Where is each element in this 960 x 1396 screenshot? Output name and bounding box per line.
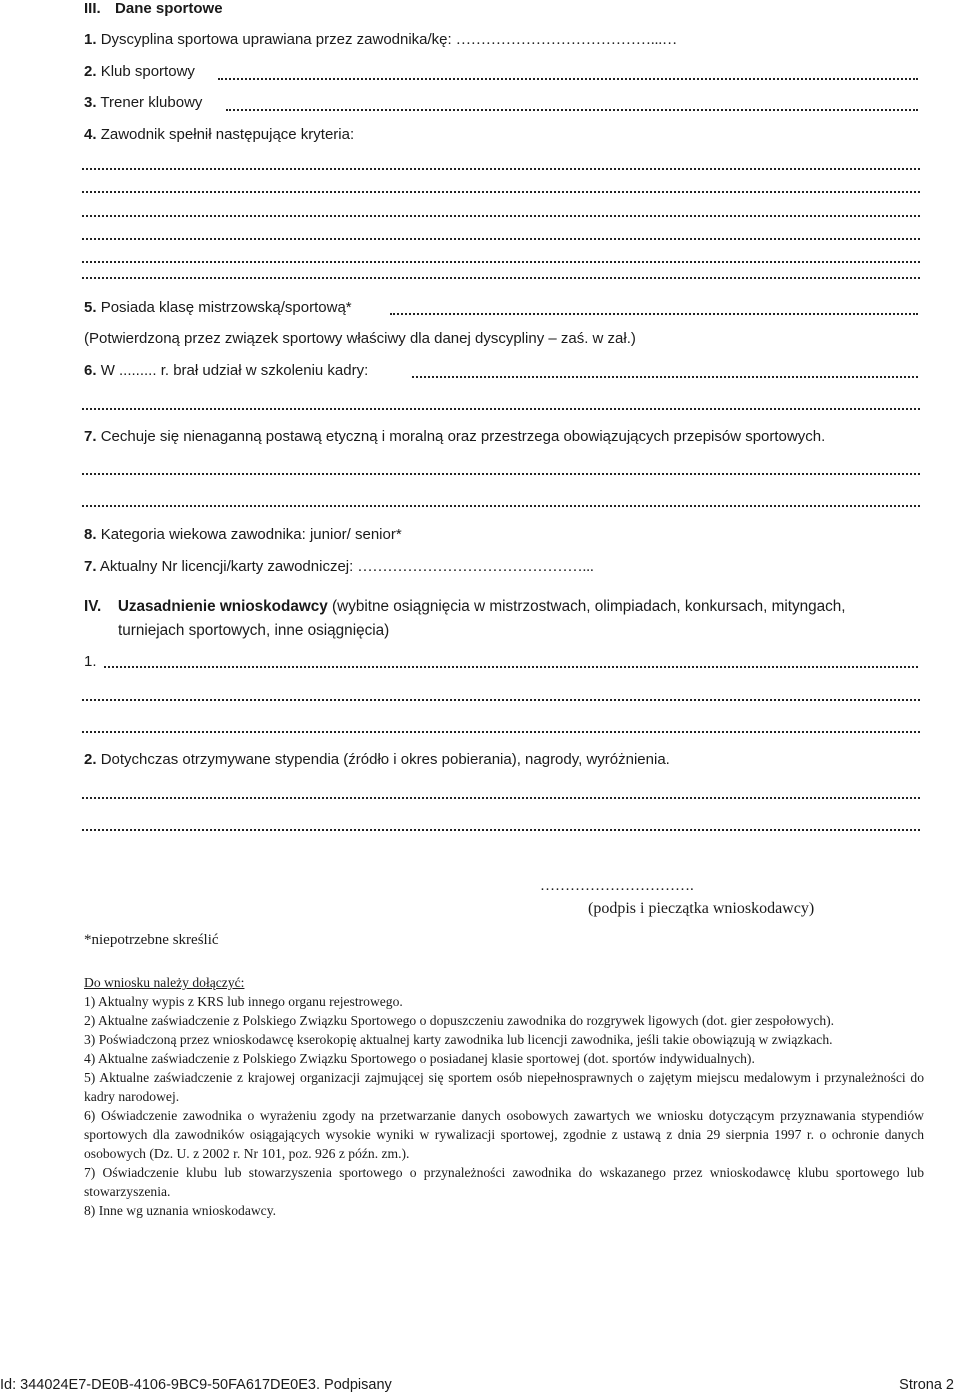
item-7-ethics	[84, 428, 825, 445]
item-licence-label: Aktualny Nr licencji/karty zawodniczej:	[99, 558, 354, 575]
item-2-number: 2.	[84, 63, 97, 80]
section-4-item-2	[84, 751, 670, 768]
item-3-dotted-line	[226, 107, 918, 111]
criteria-line-1	[82, 166, 920, 170]
item-6-dotted-line-2	[82, 406, 920, 410]
item-4-number: 4.	[84, 126, 97, 143]
page-number: Strona 2	[899, 1377, 954, 1393]
item-6-dotted-line-1	[412, 374, 918, 378]
section-3-title: Dane sportowe	[115, 0, 223, 17]
attachment-item-3: 3) Poświadczoną przez wnioskodawcę kserokopię aktualnej karty zawodnika lub licencji zawodnika, jeśli takie obowiązują w związkach.	[84, 1032, 833, 1047]
section-4-number: IV.	[84, 598, 102, 615]
item-8-age-category	[84, 526, 402, 543]
section-4-title: Uzasadnienie wnioskodawcy	[117, 598, 328, 615]
item-6-number: 6.	[84, 362, 97, 379]
attachments-heading: Do wniosku należy dołączyć:	[84, 975, 245, 990]
section-4-description: (wybitne osiągnięcia w mistrzostwach, olimpiadach, konkursach, mityngach,	[332, 598, 846, 615]
item-8-number: 8.	[84, 526, 97, 543]
section-4-item-1	[84, 653, 97, 670]
attachment-item-1: 1) Aktualny wypis z KRS lub innego organu rejestrowego.	[84, 994, 403, 1009]
item-8-label: Kategoria wiekowa zawodnika: junior/ senior*	[100, 526, 402, 543]
item-6-label: W ......... r. brał udział w szkoleniu kadry:	[100, 362, 369, 379]
item-2-dotted-line	[218, 76, 918, 80]
section-3-number: III.	[84, 0, 101, 17]
attachments-list	[84, 973, 924, 1220]
item-5-number: 5.	[84, 299, 97, 316]
section-4-item-1-dotted-line-1	[104, 664, 918, 668]
section-3-heading	[84, 0, 223, 17]
criteria-line-2	[82, 189, 920, 193]
section-4-description-line-2: turniejach sportowych, inne osiągnięcia)	[118, 622, 390, 639]
section-4-item-2-dotted-line-2	[82, 827, 920, 831]
item-7-number: 7.	[84, 428, 97, 445]
item-licence-fill: ………………………………………...	[357, 559, 594, 575]
criteria-line-3	[82, 213, 920, 217]
item-6-training	[84, 362, 368, 379]
footnote: *niepotrzebne skreślić	[84, 932, 219, 948]
document-id: Id: 344024E7-DE0B-4106-9BC9-50FA617DE0E3. Podpisany	[0, 1377, 392, 1393]
item-7-label: Cechuje się nienaganną postawą etyczną i moralną oraz przestrzega obowiązujących przepisów sportowych.	[100, 428, 826, 445]
attachment-item-8: 8) Inne wg uznania wnioskodawcy.	[84, 1203, 277, 1218]
item-7-dotted-line-2	[82, 503, 920, 507]
item-4-criteria	[84, 126, 354, 143]
criteria-line-4	[82, 236, 920, 240]
item-5-class	[84, 299, 352, 316]
item-5-dotted-line	[390, 311, 918, 315]
section-4-heading	[84, 598, 846, 616]
item-3-label: Trener klubowy	[100, 94, 203, 111]
attachment-item-6: 6) Oświadczenie zawodnika o wyrażeniu zgody na przetwarzanie danych osobowych zawartych we wniosku dotyczącym przyznawania stypendiów sportowych dla zawodników osiągających wysokie wyniki w rywalizacji sportowej, zgodnie z ustawą z dnia 29 sierpnia 1997 r. o ochronie danych osobowych (Dz. U. z 2002 r. Nr 101, poz. 926 z późn. zm.).	[84, 1108, 924, 1161]
item-5-label: Posiada klasę mistrzowską/sportową*	[100, 299, 352, 316]
criteria-line-6	[82, 275, 920, 279]
section-4-item-2-dotted-line-1	[82, 795, 920, 799]
item-1-number: 1.	[84, 31, 97, 48]
attachment-item-4: 4) Aktualne zaświadczenie z Polskiego Związku Sportowego o posiadanej klasie sportowej (dot. sportów indywidualnych).	[84, 1051, 755, 1066]
section-4-item-2-number: 2.	[84, 751, 97, 768]
item-7-dotted-line-1	[82, 471, 920, 475]
item-1-discipline	[84, 31, 677, 49]
attachment-item-5: 5) Aktualne zaświadczenie z krajowej organizacji zajmującej się sportem osób niepełnosprawnych o zajętym miejscu medalowym i przynależności do kadry narodowej.	[84, 1070, 924, 1104]
item-licence-number: 7.	[84, 558, 97, 575]
item-1-label: Dyscyplina sportowa uprawiana przez zawodnika/kę:	[100, 31, 452, 48]
item-4-label: Zawodnik spełnił następujące kryteria:	[100, 126, 355, 143]
attachment-item-7: 7) Oświadczenie klubu lub stowarzyszenia sportowego o przynależności zawodnika do wskazanego przez wnioskodawcę klubu sportowego lub stowarzyszenia.	[84, 1165, 924, 1199]
criteria-line-5	[82, 259, 920, 263]
section-4-item-1-number: 1.	[84, 653, 97, 670]
signature-dots: ………………………….	[540, 878, 694, 894]
item-3-coach	[84, 94, 202, 111]
attachment-item-2: 2) Aktualne zaświadczenie z Polskiego Związku Sportowego o dopuszczeniu zawodnika do rozgrywek ligowych (dot. gier zespołowych).	[84, 1013, 835, 1028]
item-licence	[84, 558, 594, 576]
item-1-fill: …………………………………...…	[455, 32, 678, 48]
item-2-label: Klub sportowy	[100, 63, 195, 80]
item-2-club	[84, 63, 195, 80]
signature-label: (podpis i pieczątka wnioskodawcy)	[588, 900, 815, 917]
section-4-item-1-dotted-line-3	[82, 729, 920, 733]
section-4-item-2-label: Dotychczas otrzymywane stypendia (źródło i okres pobierania), nagrody, wyróżnienia.	[100, 751, 670, 768]
section-4-item-1-dotted-line-2	[82, 697, 920, 701]
item-3-number: 3.	[84, 94, 97, 111]
item-5-note: (Potwierdzoną przez związek sportowy właściwy dla danej dyscypliny – zaś. w zał.)	[84, 330, 636, 347]
